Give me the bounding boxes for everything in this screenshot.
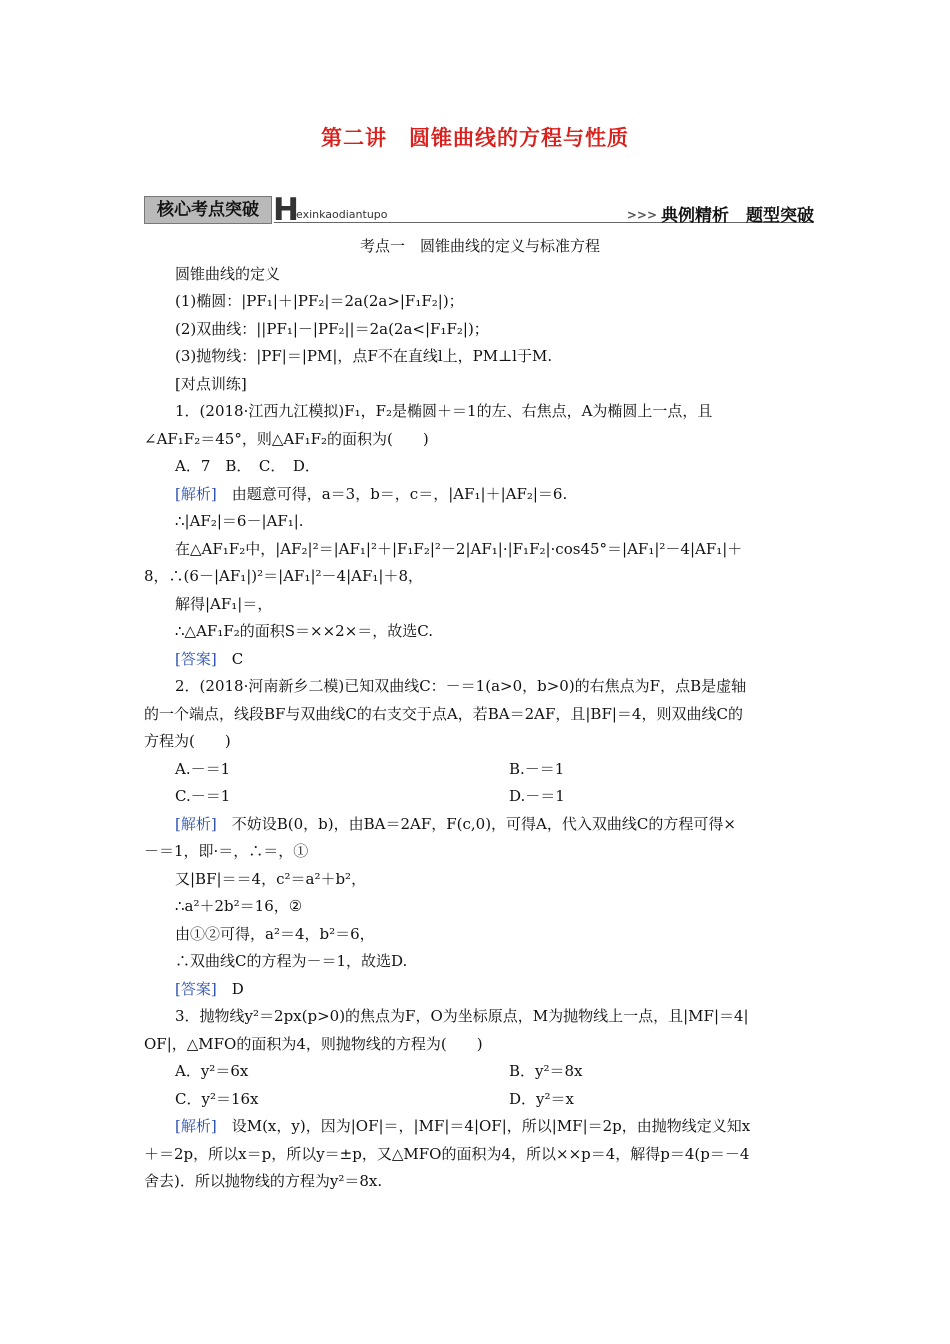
analysis-tag: [解析] [175, 484, 217, 503]
question-2-line-1: 2．(2018·河南新乡二模)已知双曲线C：－＝1(a>0，b>0)的右焦点为F，点B是虚轴 [175, 677, 747, 695]
solution-1-line-5: 解得|AF₁|＝， [175, 594, 273, 613]
solution-2-line-2: －＝1，即·＝，∴＝，① [144, 842, 309, 860]
solution-1-line-4: 8，∴(6－|AF₁|)²＝|AF₁|²－4|AF₁|＋8， [144, 567, 423, 585]
definition-hyperbola: (2)双曲线：||PF₁|－|PF₂||＝2a(2a<|F₁F₂|)； [175, 319, 489, 338]
banner-label: 核心考点突破 [144, 196, 272, 224]
definition-parabola: (3)抛物线：|PF|＝|PM|，点F不在直线l上，PM⊥l于M. [175, 347, 553, 365]
solution-2-line-3: 又|BF|＝＝4，c²＝a²＋b²， [175, 869, 367, 888]
question-1-options: A．7 B． C． D． [175, 457, 320, 475]
banner-right-label: 典例精析 题型突破 [661, 206, 814, 226]
option-c: C．y²＝16x [175, 1089, 259, 1108]
solution-3-line-1: [解析] 设M(x，y)，因为|OF|＝，|MF|＝4|OF|，所以|MF|＝2p，由抛物线定义知x [175, 1117, 751, 1135]
option-c: C.－＝1 [175, 787, 231, 805]
question-3-options-row-1 [144, 1058, 816, 1086]
solution-2-line-4: ∴a²＋2b²＝16，② [175, 897, 303, 915]
solution-3-line-3: 舍去)．所以抛物线的方程为y²＝8x. [144, 1172, 383, 1190]
solution-1-line-2: ∴|AF₂|＝6－|AF₁|. [175, 512, 304, 530]
question-2-line-3: 方程为( ) [144, 732, 231, 750]
question-3-line-1: 3．抛物线y²＝2px(p>0)的焦点为F，O为坐标原点，M为抛物线上一点，且|MF|＝4| [175, 1007, 749, 1025]
banner-pinyin: exinkaodiantupo [296, 208, 388, 221]
document-body [144, 233, 816, 1196]
solution-3-line-2: ＋＝2p，所以x＝p，所以y＝±p，又△MFO的面积为4，所以××p＝4，解得p＝4(p＝－4 [144, 1144, 750, 1163]
question-3-line-2: OF|，△MFO的面积为4，则抛物线的方程为( ) [144, 1034, 483, 1053]
option-d: D．y²＝x [509, 1089, 574, 1108]
question-2-options-row-1 [144, 756, 816, 784]
answer-tag: [答案] [175, 649, 217, 668]
definition-heading: 圆锥曲线的定义 [175, 264, 281, 283]
answer-1: [答案] C [175, 649, 244, 668]
solution-1-line-3: 在△AF₁F₂中，|AF₂|²＝|AF₁|²＋|F₁F₂|²－2|AF₁|·|F₁F₂|·cos45°＝|AF₁|²－4|AF₁|＋ [175, 539, 743, 558]
solution-2-line-5: 由①②可得，a²＝4，b²＝6， [175, 924, 375, 943]
option-b: B.－＝1 [509, 759, 565, 778]
page-title: 第二讲 圆锥曲线的方程与性质 [321, 126, 629, 150]
question-2-options-row-2 [144, 783, 816, 811]
section-banner [144, 192, 814, 228]
section-heading: 考点一 圆锥曲线的定义与标准方程 [359, 237, 600, 255]
banner-letter: H [273, 192, 299, 228]
analysis-tag: [解析] [175, 814, 217, 833]
solution-1-line-6: ∴△AF₁F₂的面积S＝××2×＝，故选C. [175, 622, 433, 640]
definition-ellipse: (1)椭圆：|PF₁|＋|PF₂|＝2a(2a>|F₁F₂|)； [175, 292, 464, 310]
answer-tag: [答案] [175, 979, 217, 998]
question-3-options-row-2 [144, 1086, 816, 1114]
banner-right-text [627, 201, 814, 226]
double-chevron-icon: >>> [626, 208, 657, 222]
question-2-line-2: 的一个端点，线段BF与双曲线C的右支交于点A，若BA＝2AF，且|BF|＝4，则双曲线C的 [144, 704, 743, 723]
practice-heading: [对点训练] [175, 374, 247, 393]
solution-2-line-1: [解析] 不妨设B(0，b)，由BA＝2AF，F(c,0)，可得A，代入双曲线C的方程可得× [175, 814, 736, 833]
option-b: B．y²＝8x [509, 1062, 583, 1080]
question-1-line-2: ∠AF₁F₂＝45°，则△AF₁F₂的面积为( ) [144, 429, 429, 448]
option-a: A．y²＝6x [175, 1062, 249, 1080]
answer-2: [答案] D [175, 979, 244, 998]
solution-1-line-1: [解析] 由题意可得，a＝3，b＝，c＝，|AF₁|＋|AF₂|＝6. [175, 484, 568, 503]
option-a: A.－＝1 [175, 759, 231, 778]
solution-2-line-6: ∴双曲线C的方程为－＝1，故选D. [175, 952, 408, 970]
option-d: D.－＝1 [509, 787, 565, 805]
analysis-tag: [解析] [175, 1117, 217, 1135]
question-1-line-1: 1．(2018·江西九江模拟)F₁，F₂是椭圆＋＝1的左、右焦点，A为椭圆上一点，且 [175, 402, 713, 420]
